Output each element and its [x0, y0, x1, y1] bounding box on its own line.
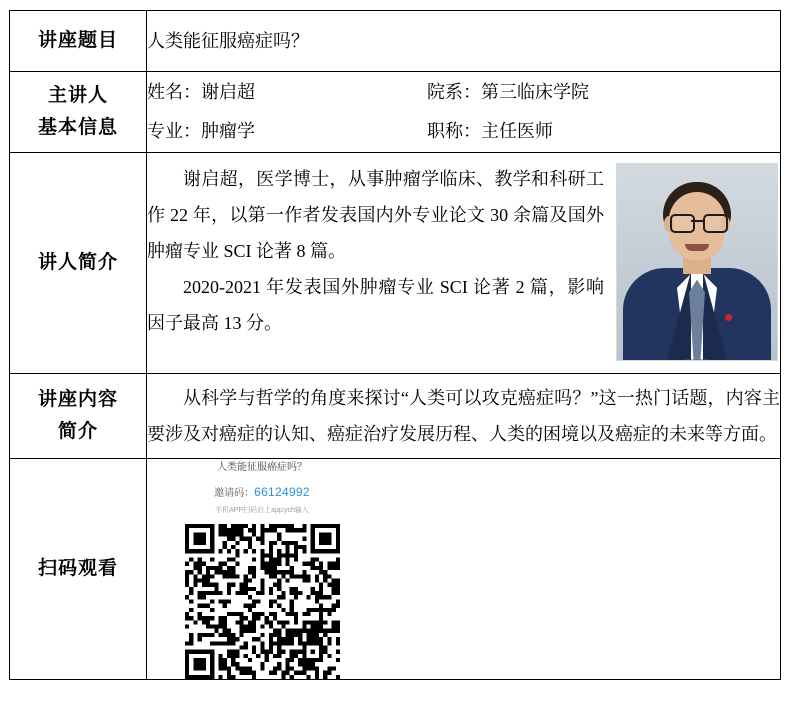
- lecture-poster: [0, 10, 790, 727]
- qr-cell: [147, 458, 781, 679]
- qr-code-image[interactable]: [185, 524, 340, 679]
- speaker-photo: [616, 163, 778, 361]
- speaker-major: 专业：肿瘤学: [147, 120, 255, 141]
- lecture-content-cell: [147, 373, 781, 458]
- row-label-scan-to-watch: 扫码观看: [10, 458, 147, 679]
- lecture-content-text: 从科学与哲学的角度来探讨“人类可以攻克癌症吗？”这一热门话题，内容主要涉及对癌症的认知、癌症治疗发展历程、人类的困境以及癌症的未来等方面。: [147, 387, 780, 444]
- photo-glasses-right: [703, 214, 728, 233]
- table-row-speaker-info: [10, 72, 781, 153]
- photo-glasses-left: [670, 214, 695, 233]
- row-label-speaker-info: [10, 72, 147, 153]
- qr-invite-label: 邀请码：: [214, 487, 255, 499]
- qr-invite-code: 66124992: [254, 484, 310, 499]
- lecture-topic-value: 人类能征服癌症吗？: [147, 11, 781, 72]
- speaker-name: 姓名：谢启超: [147, 82, 255, 102]
- qr-block: [157, 459, 367, 679]
- biography-paragraph-1: 谢启超，医学博士，从事肿瘤学临床、教学和科研工作 22 年，以第一作者发表国内外专业论文 30 余篇及国外肿瘤专业 SCI 论著 8 篇。: [147, 168, 604, 261]
- row-label-speaker-info-line2: 基本信息: [37, 116, 118, 138]
- biography-paragraph-2: 2020-2021 年发表国外肿瘤专业 SCI 论著 2 篇，影响因子最高 13 分。: [147, 276, 604, 333]
- table-row-qr: [10, 458, 781, 679]
- speaker-info-line-1: [147, 78, 780, 107]
- photo-lapel-pin: [725, 314, 732, 321]
- photo-glasses-bridge: [691, 220, 703, 222]
- row-label-lecture-content-line2: 简介: [57, 420, 98, 442]
- qr-hint: 手机APP扫码后上ających输入: [215, 506, 309, 514]
- table-row-biography: [10, 152, 781, 373]
- table-row-lecture-content: [10, 373, 781, 458]
- photo-mouth: [685, 244, 709, 251]
- row-label-lecture-content-line1: 讲座内容: [37, 388, 118, 410]
- row-label-topic: 讲座题目: [10, 11, 147, 72]
- qr-code-canvas[interactable]: [185, 524, 340, 679]
- table-row-title: [10, 11, 781, 72]
- qr-invite-line: [157, 482, 367, 502]
- speaker-info-cell: [147, 72, 781, 153]
- lecture-info-table: [9, 10, 781, 680]
- biography-cell: [147, 152, 781, 373]
- row-label-lecture-content: [10, 373, 147, 458]
- qr-title: 人类能征服癌症吗？: [217, 461, 307, 473]
- biography-wrapper: [147, 153, 780, 373]
- speaker-title: 职称：主任医师: [427, 120, 553, 141]
- speaker-info-grid: [147, 72, 780, 152]
- speaker-department: 院系：第三临床学院: [427, 82, 589, 102]
- speaker-info-line-2: [147, 117, 780, 146]
- row-label-biography: 讲人简介: [10, 152, 147, 373]
- row-label-speaker-info-line1: 主讲人: [47, 84, 108, 106]
